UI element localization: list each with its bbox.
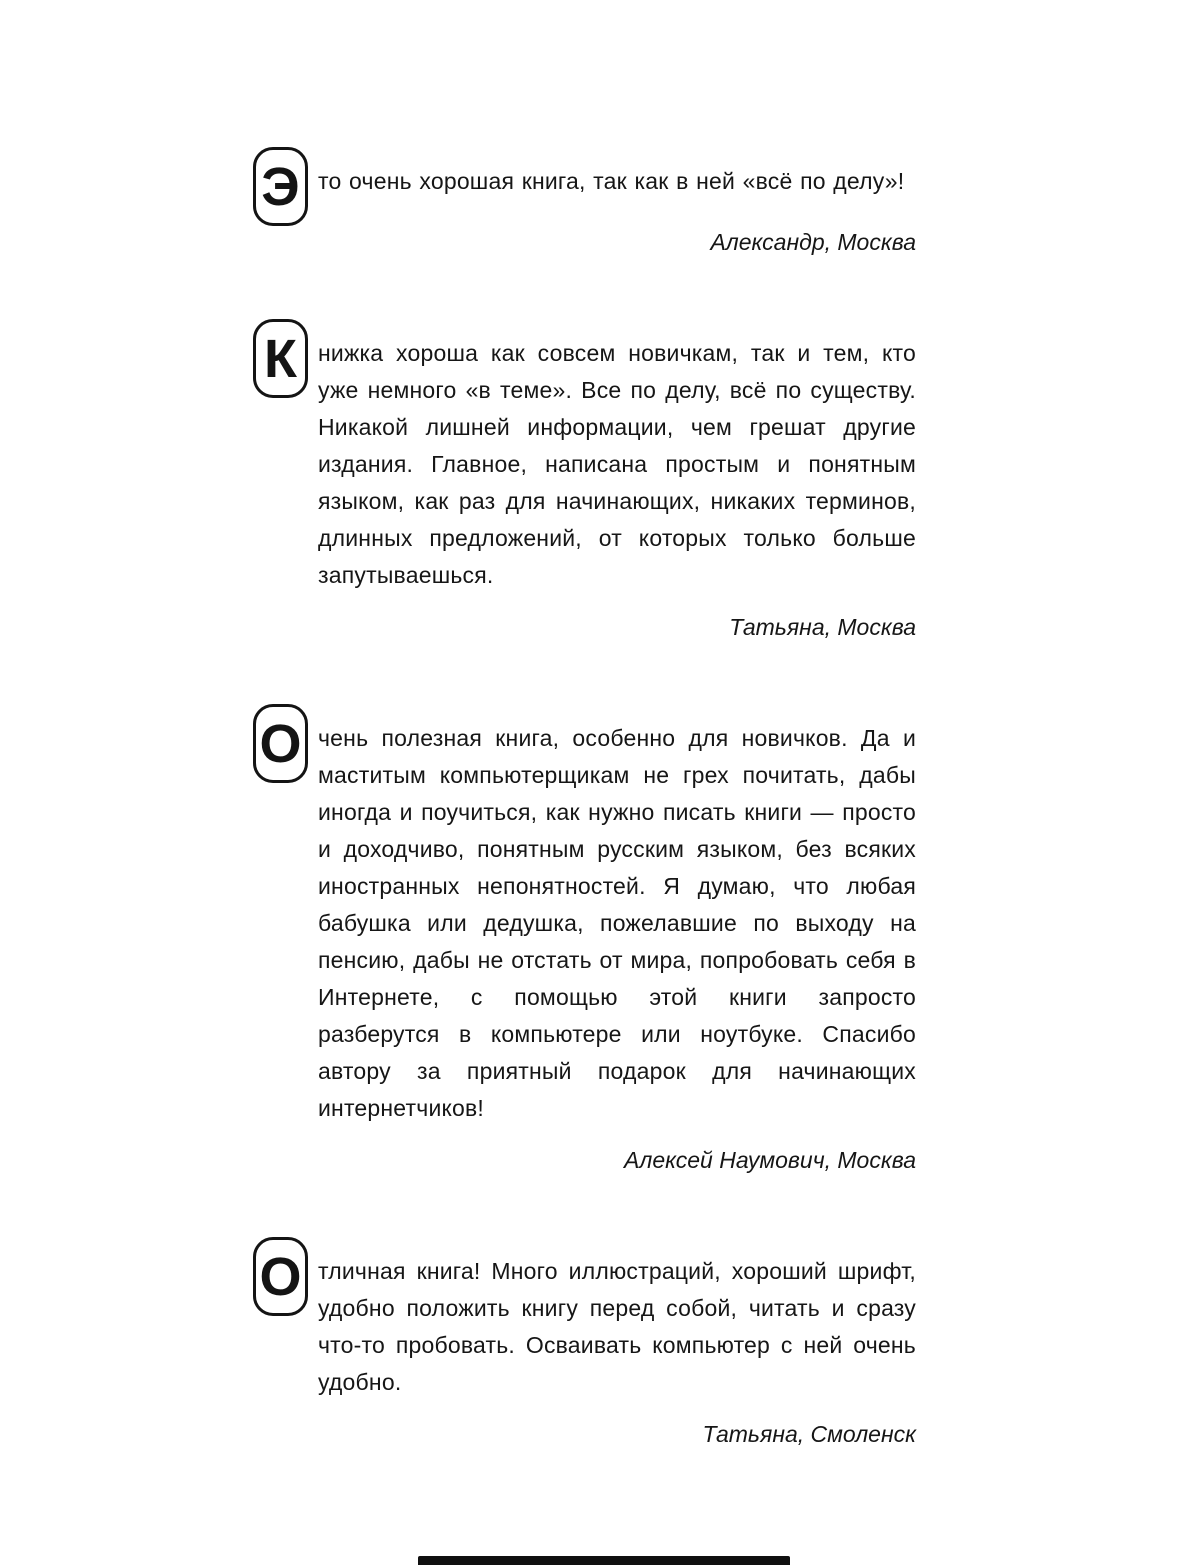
testimonial-block xyxy=(253,1237,916,1449)
testimonial-attribution: Татьяна, Москва xyxy=(729,614,916,640)
drop-cap: О xyxy=(253,1237,308,1316)
testimonial-attribution: Александр, Москва xyxy=(710,229,916,255)
drop-cap: К xyxy=(253,319,308,398)
testimonial-attribution: Алексей Наумович, Москва xyxy=(624,1147,916,1173)
testimonial-block xyxy=(253,704,916,1175)
testimonial-text: нижка хороша как совсем новичкам, так и тем, кто уже немного «в теме». Все по делу, всё по существу. Никакой лишней информации, чем грешат другие издания. Главное, написана простым и понятным языком, как раз для начинающих, никаких терминов, длинных предложений, от которых только больше запутываешься. xyxy=(318,340,916,588)
testimonial-text: чень полезная книга, особенно для новичков. Да и маститым компьютерщикам не грех почитать, дабы иногда и поучиться, как нужно писать книги — просто и доходчиво, понятным русским языком, без всяких иностранных непонятностей. Я думаю, что любая бабушка или дедушка, пожелавшие по выходу на пенсию, дабы не отстать от мира, попробовать себя в Интернете, с помощью этой книги запросто разберутся в компьютере или ноутбуке. Спасибо автору за приятный подарок для начинающих интернетчиков! xyxy=(318,725,916,1121)
drop-cap: О xyxy=(253,704,308,783)
testimonial-text: то очень хорошая книга, так как в ней «всё по делу»! xyxy=(318,168,905,194)
testimonial-attribution: Татьяна, Смоленск xyxy=(702,1421,916,1447)
testimonial-block xyxy=(253,319,916,642)
testimonial-text: тличная книга! Много иллюстраций, хороший шрифт, удобно положить книгу перед собой, читать и сразу что-то пробовать. Осваивать компьютер с ней очень удобно. xyxy=(318,1258,916,1395)
testimonial-block xyxy=(253,147,916,257)
drop-cap: Э xyxy=(253,147,308,226)
page-bottom-mark xyxy=(418,1556,790,1565)
